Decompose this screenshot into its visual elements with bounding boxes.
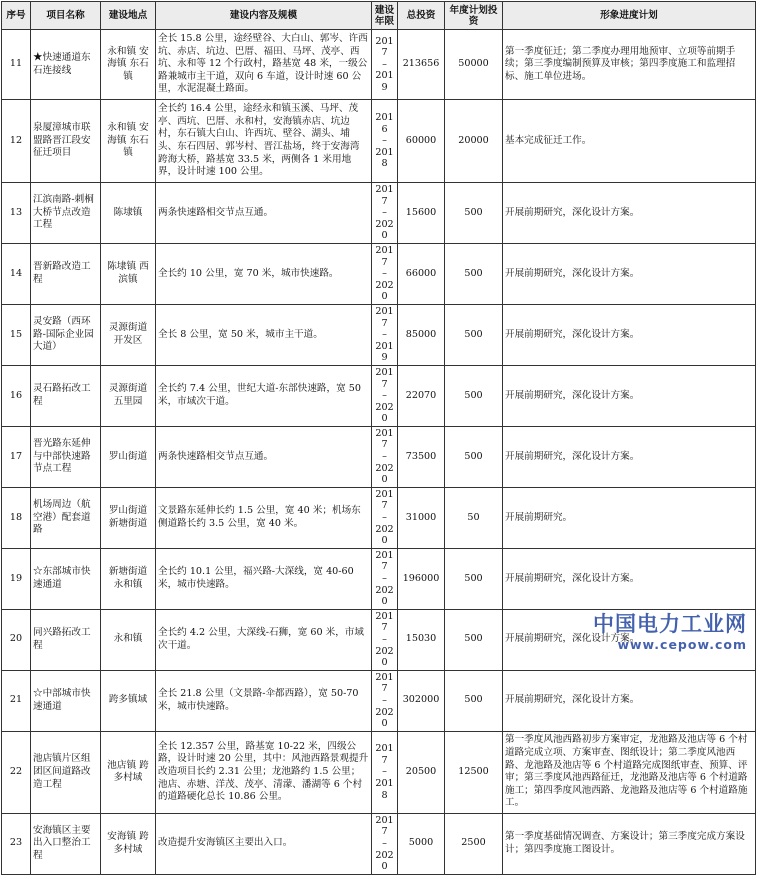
header-row — [2, 2, 756, 30]
cell-location: 罗山街道 新塘街道 — [101, 487, 156, 548]
cell-content: 改造提升安海镇区主要出入口。 — [156, 813, 372, 874]
cell-total: 22070 — [398, 365, 445, 426]
cell-content: 两条快速路相交节点互通。 — [156, 426, 372, 487]
cell-total: 31000 — [398, 487, 445, 548]
period-start: 2016 — [375, 112, 394, 135]
cell-location: 陈埭镇 西滨镇 — [101, 243, 156, 304]
cell-location: 陈埭镇 — [101, 183, 156, 244]
cell-plan: 开展前期研究，深化设计方案。 — [503, 365, 756, 426]
cell-no: 17 — [2, 426, 31, 487]
period-end: 2020 — [375, 645, 394, 669]
table-row — [2, 30, 756, 100]
cell-location: 永和镇 安海镇 东石镇 — [101, 30, 156, 100]
cell-content: 全长约 10.1 公里，福兴路-大深线，宽 40-60 米，城市快速路。 — [156, 548, 372, 609]
cell-no: 11 — [2, 30, 31, 100]
cell-total: 60000 — [398, 100, 445, 183]
header-name: 项目名称 — [31, 2, 101, 30]
cell-no: 18 — [2, 487, 31, 548]
cell-annual: 50 — [445, 487, 503, 548]
cell-annual: 500 — [445, 609, 503, 670]
cell-period — [372, 243, 398, 304]
cell-annual: 500 — [445, 183, 503, 244]
cell-annual: 12500 — [445, 731, 503, 813]
period-separator: – — [382, 766, 387, 778]
cell-name: 池店镇片区组团区间道路改造工程 — [31, 731, 101, 813]
cell-name: ☆东部城市快速通道 — [31, 548, 101, 609]
cell-plan: 第一季度基础情况调查、方案设计；第三季度完成方案设计；第四季度施工图设计。 — [503, 813, 756, 874]
cell-plan: 第一季度征迁；第二季度办理用地预审、立项等前期手续；第三季度编制预算及审核；第四季度施工和监理招标、施工单位进场。 — [503, 30, 756, 100]
period-separator: – — [382, 390, 387, 402]
cell-total: 5000 — [398, 813, 445, 874]
period-start: 2017 — [375, 35, 394, 59]
cell-period — [372, 304, 398, 365]
cell-name: 机场周边（航空港）配套道路 — [31, 487, 101, 548]
header-annual: 年度计划投资 — [445, 2, 503, 30]
period-start: 2017 — [375, 305, 394, 329]
cell-total: 15030 — [398, 609, 445, 670]
period-start: 2017 — [375, 743, 394, 766]
cell-total: 213656 — [398, 30, 445, 100]
period-start: 2017 — [375, 814, 394, 838]
cell-plan: 开展前期研究，深化设计方案。 — [503, 670, 756, 731]
cell-period — [372, 487, 398, 548]
cell-annual: 500 — [445, 426, 503, 487]
cell-period — [372, 548, 398, 609]
cell-period — [372, 609, 398, 670]
period-separator: – — [382, 694, 387, 706]
cell-no: 12 — [2, 100, 31, 183]
period-separator: – — [382, 837, 387, 849]
cell-location: 灵源街道 开发区 — [101, 304, 156, 365]
cell-content: 全长约 16.4 公里，途经永和镇玉溪、马坪、茂亭、西坑、巴厝、永和村，安海镇赤店、坑边村，东石镇大白山、许西坑、壁谷、湖头、埔头、东石四居、郭岑村、晋江盐场，终于安海湾跨海大桥，路基宽 33.5 米，两侧各 1 米用地界，设计时速 100 公里。 — [156, 100, 372, 183]
cell-total: 73500 — [398, 426, 445, 487]
header-plan: 形象进度计划 — [503, 2, 756, 30]
period-start: 2017 — [375, 671, 394, 695]
cell-annual: 500 — [445, 304, 503, 365]
period-end: 2020 — [375, 849, 394, 873]
cell-annual: 2500 — [445, 813, 503, 874]
cell-period — [372, 183, 398, 244]
period-end: 2020 — [375, 218, 394, 242]
cell-period — [372, 365, 398, 426]
period-start: 2017 — [375, 488, 394, 512]
table-row — [2, 487, 756, 548]
period-separator: – — [382, 135, 387, 147]
cell-annual: 500 — [445, 548, 503, 609]
cell-content: 文景路东延伸长约 1.5 公里，宽 40 米；机场东侧道路长约 3.5 公里，宽 40 米。 — [156, 487, 372, 548]
cell-no: 21 — [2, 670, 31, 731]
cell-name: ★快速通道东石连接线 — [31, 30, 101, 100]
header-period: 建设年限 — [372, 2, 398, 30]
cell-no: 16 — [2, 365, 31, 426]
cell-location: 池店镇 跨多村域 — [101, 731, 156, 813]
table-row — [2, 365, 756, 426]
cell-location: 灵源街道 五里园 — [101, 365, 156, 426]
cell-content: 全长约 10 公里，宽 70 米，城市快速路。 — [156, 243, 372, 304]
cell-location: 新塘街道 永和镇 — [101, 548, 156, 609]
period-start: 2017 — [375, 427, 394, 451]
cell-location: 永和镇 — [101, 609, 156, 670]
project-table — [1, 1, 756, 875]
cell-period — [372, 731, 398, 813]
period-end: 2019 — [375, 70, 394, 93]
period-end: 2018 — [375, 778, 394, 801]
cell-plan: 开展前期研究，深化设计方案。 — [503, 609, 756, 670]
cell-location: 罗山街道 — [101, 426, 156, 487]
header-location: 建设地点 — [101, 2, 156, 30]
cell-plan: 开展前期研究，深化设计方案。 — [503, 304, 756, 365]
period-end: 2020 — [375, 523, 394, 547]
period-start: 2017 — [375, 549, 394, 573]
cell-period — [372, 30, 398, 100]
table-row — [2, 609, 756, 670]
cell-period — [372, 100, 398, 183]
period-start: 2017 — [375, 244, 394, 268]
period-separator: – — [382, 512, 387, 524]
header-content: 建设内容及规模 — [156, 2, 372, 30]
cell-annual: 50000 — [445, 30, 503, 100]
cell-total: 196000 — [398, 548, 445, 609]
cell-annual: 500 — [445, 365, 503, 426]
table-row — [2, 813, 756, 874]
cell-content: 两条快速路相交节点互通。 — [156, 183, 372, 244]
period-separator: – — [382, 268, 387, 280]
period-end: 2019 — [375, 340, 394, 364]
cell-annual: 500 — [445, 243, 503, 304]
cell-name: 晋新路改造工程 — [31, 243, 101, 304]
period-end: 2020 — [375, 279, 394, 303]
period-separator: – — [382, 633, 387, 645]
cell-content: 全长 15.8 公里，途经壁谷、大白山、郭岑、许西坑、赤店、坑边、巴厝、福田、马坪、茂亭、西坑、永和等 12 个行政村，路基宽 48 米，一级公路兼城市主干道，双向 6 车道，设计时速 60 公里，水泥混凝土路面。 — [156, 30, 372, 100]
cell-plan: 开展前期研究。 — [503, 487, 756, 548]
cell-name: 灵石路拓改工程 — [31, 365, 101, 426]
watermark-name: 中国电力工业网 — [593, 612, 747, 636]
cell-plan: 开展前期研究，深化设计方案。 — [503, 243, 756, 304]
cell-no: 15 — [2, 304, 31, 365]
period-start: 2017 — [375, 610, 394, 634]
cell-name: 灵安路（西环路-国际企业园大道） — [31, 304, 101, 365]
cell-name: 江滨南路-刺桐大桥节点改造工程 — [31, 183, 101, 244]
cell-no: 13 — [2, 183, 31, 244]
cell-no: 22 — [2, 731, 31, 813]
period-separator: – — [382, 573, 387, 584]
cell-location: 安海镇 跨多村域 — [101, 813, 156, 874]
cell-total: 302000 — [398, 670, 445, 731]
table-row — [2, 304, 756, 365]
cell-no: 20 — [2, 609, 31, 670]
cell-period — [372, 813, 398, 874]
period-end: 2020 — [375, 584, 394, 608]
table-row — [2, 548, 756, 609]
cell-annual: 20000 — [445, 100, 503, 183]
cell-name: ☆中部城市快速通道 — [31, 670, 101, 731]
cell-content: 全长 21.8 公里（文景路-伞都西路），宽 50-70 米，城市快速路。 — [156, 670, 372, 731]
period-start: 2017 — [375, 366, 394, 390]
cell-name: 同兴路拓改工程 — [31, 609, 101, 670]
cell-no: 23 — [2, 813, 31, 874]
period-end: 2020 — [375, 462, 394, 486]
cell-plan: 基本完成征迁工作。 — [503, 100, 756, 183]
cell-content: 全长约 7.4 公里，世纪大道-东部快速路，宽 50 米，市域次干道。 — [156, 365, 372, 426]
cell-total: 66000 — [398, 243, 445, 304]
cell-content: 全长约 4.2 公里，大深线-石狮，宽 60 米，市域次干道。 — [156, 609, 372, 670]
cell-plan: 开展前期研究，深化设计方案。 — [503, 548, 756, 609]
watermark-url: www.cepow.com — [617, 637, 747, 652]
cell-total: 85000 — [398, 304, 445, 365]
cell-name: 泉厦漳城市联盟路晋江段安征迁项目 — [31, 100, 101, 183]
cell-plan: 开展前期研究，深化设计方案。 — [503, 426, 756, 487]
cell-no: 19 — [2, 548, 31, 609]
period-separator: – — [382, 207, 387, 219]
table-row — [2, 100, 756, 183]
cell-total: 20500 — [398, 731, 445, 813]
cell-content: 全长 8 公里，宽 50 米，城市主干道。 — [156, 304, 372, 365]
period-end: 2020 — [375, 706, 394, 730]
cell-plan: 第一季度风池西路初步方案审定，龙池路及池店等 6 个村道路完成立项、方案审查、图纸设计；第二季度风池西路、龙池路及池店等 6 个村道路完成图纸审查、预算、评审；第三季度风池西路征迁，龙池路及池店等 6 个村道路施工；第四季度风池西路、龙池路及池店等 6 个村道路施工。 — [503, 731, 756, 813]
cell-location: 永和镇 安海镇 东石镇 — [101, 100, 156, 183]
cell-no: 14 — [2, 243, 31, 304]
cell-total: 15600 — [398, 183, 445, 244]
period-separator: – — [382, 58, 387, 70]
table-row — [2, 426, 756, 487]
table-row — [2, 243, 756, 304]
period-end: 2018 — [375, 146, 394, 170]
cell-annual: 500 — [445, 670, 503, 731]
period-separator: – — [382, 451, 387, 463]
cell-content: 全长 12.357 公里，路基宽 10-22 米，四级公路，设计时速 20 公里，其中：风池西路景观提升改造项目长约 2.31 公里；龙池路约 1.5 公里；池店、赤塘、洋茂、茂亭、清濛、潘湖等 6 个村的道路硬化总长 10.86 公里。 — [156, 731, 372, 813]
period-start: 2017 — [375, 184, 394, 207]
cell-plan: 开展前期研究，深化设计方案。 — [503, 183, 756, 244]
header-no: 序号 — [2, 2, 31, 30]
cell-name: 晋光路东延伸与中部快速路节点工程 — [31, 426, 101, 487]
cell-period — [372, 426, 398, 487]
header-total: 总投资 — [398, 2, 445, 30]
table-row — [2, 670, 756, 731]
cell-period — [372, 670, 398, 731]
table-row — [2, 731, 756, 813]
cell-name: 安海镇区主要出入口整治工程 — [31, 813, 101, 874]
cell-location: 跨多镇域 — [101, 670, 156, 731]
period-separator: – — [382, 329, 387, 341]
table-row — [2, 183, 756, 244]
period-end: 2020 — [375, 401, 394, 425]
